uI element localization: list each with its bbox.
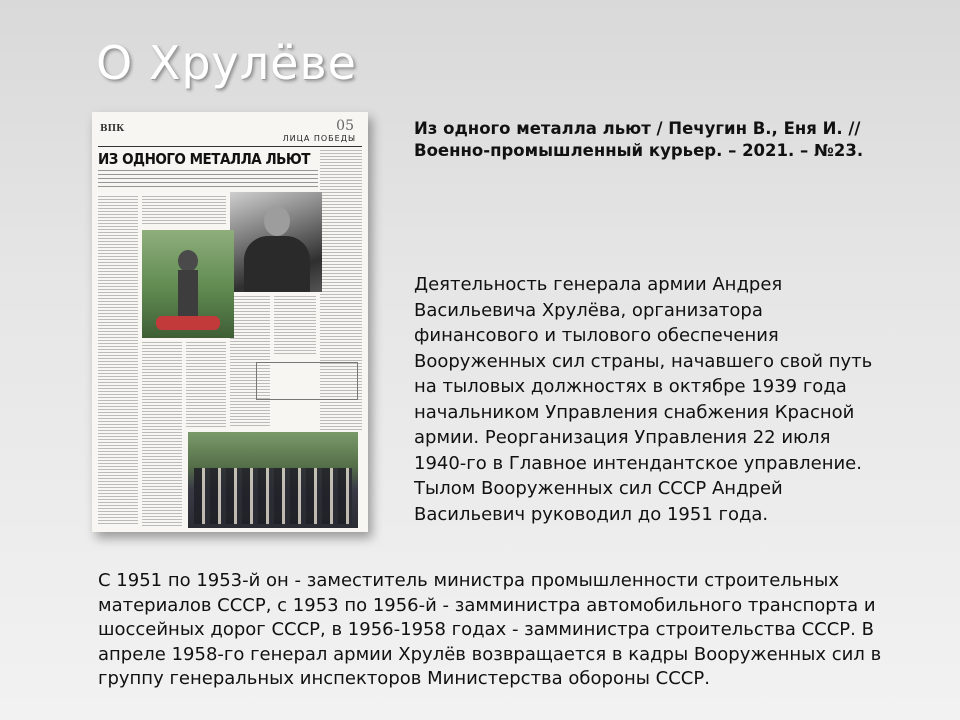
newspaper-quote-box	[256, 362, 358, 400]
citation-text: Из одного металла льют / Печугин В., Еня И. // Военно-промышленный курьер. – 2021. – №23.	[414, 119, 864, 160]
group-photo	[188, 432, 358, 528]
biography-paragraph-1: Деятельность генерала армии Андрея Васильевича Хрулёва, организатора финансового и тылового обеспечения Вооруженных сил страны, начавшего свой путь на тыловых должностях в октябре 1939 года начальником Управления снабжения Красной армии. Реорганизация Управления 22 июля 1940-го в Главное интендантское управление. Тылом Вооруженных сил СССР Андрей Васильевич руководил до 1951 года.	[414, 274, 873, 525]
biography-paragraph-2: С 1951 по 1953-й он - заместитель министра промышленности строительных материалов СССР, с 1953 по 1956-й - замминистра автомобильного транспорта и шоссейных дорог СССР, в 1956-1958 годах - замминистра строительства СССР. В апреле 1958-го генерал армии Хрулёв возвращается в кадры Вооруженных сил в группу генеральных инспекторов Министерства обороны СССР.	[98, 570, 882, 689]
newspaper-masthead	[98, 120, 362, 147]
newspaper-page-number: 05	[336, 118, 354, 134]
newspaper-section: ЛИЦА ПОБЕДЫ	[282, 134, 356, 143]
newspaper-column	[274, 296, 316, 356]
portrait-photo	[230, 192, 322, 292]
newspaper-clipping-image	[92, 112, 368, 532]
newspaper-logo: ВПК	[100, 124, 125, 134]
slide-title: О Хрулёве	[96, 36, 357, 90]
newspaper-column	[186, 342, 226, 428]
newspaper-column	[142, 196, 226, 226]
newspaper-column	[98, 196, 138, 526]
newspaper-column	[142, 342, 182, 526]
monument-photo	[142, 230, 234, 338]
newspaper-headline: ИЗ ОДНОГО МЕТАЛЛА ЛЬЮТ	[98, 150, 310, 168]
newspaper-subheadline	[98, 170, 318, 190]
